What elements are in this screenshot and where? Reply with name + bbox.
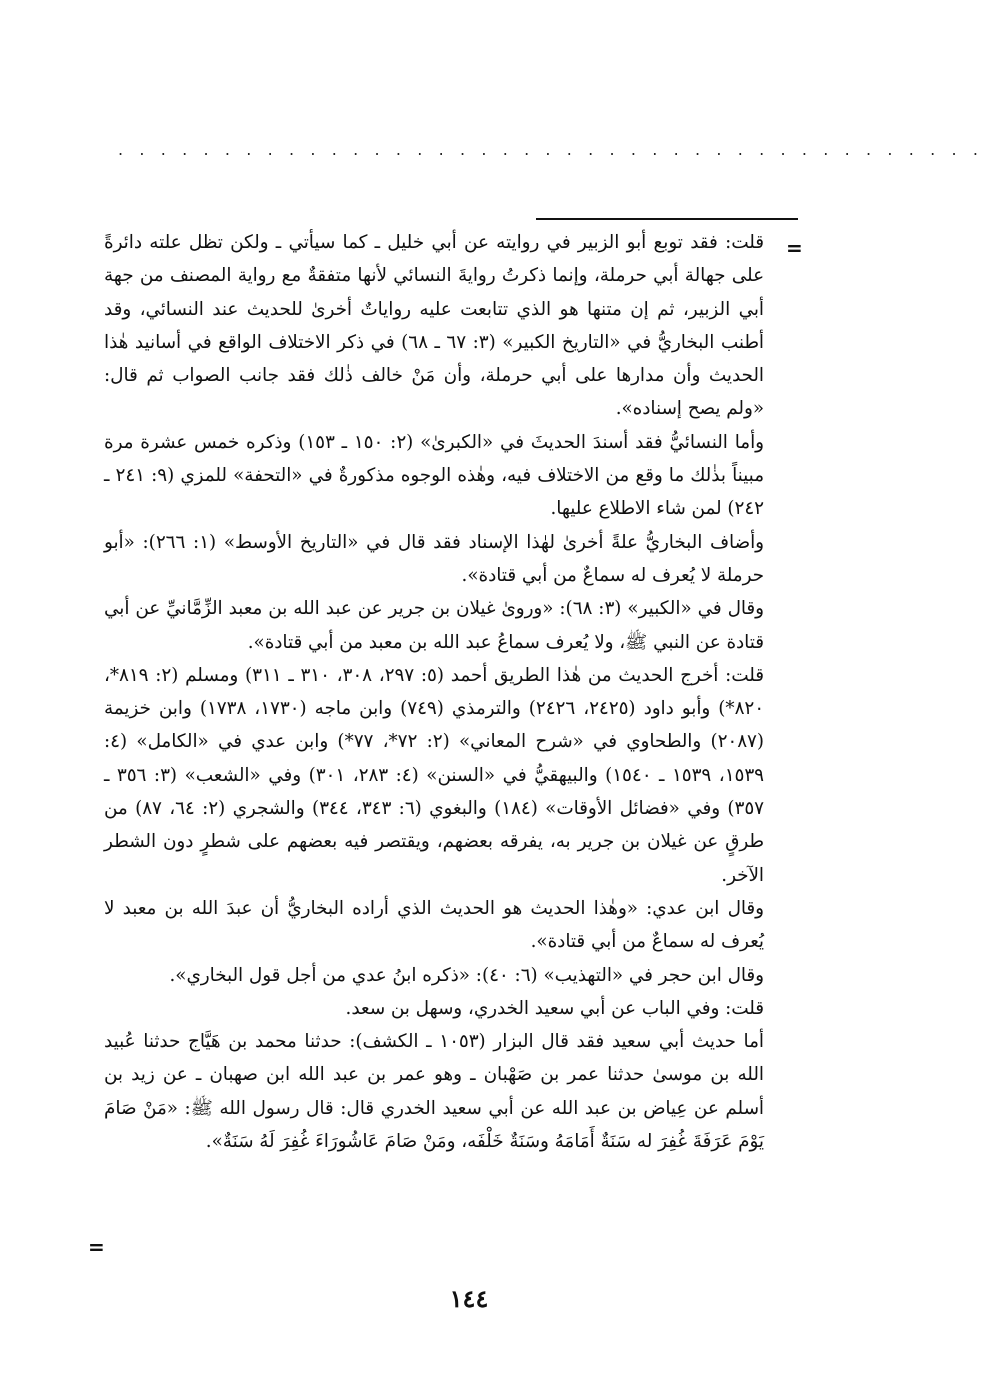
paragraph-9: أما حديث أبي سعيد فقد قال البزار (١٠٥٣ ـ الكشف): حدثنا محمد بن هَيَّاج حدثنا عُبيد الله بن موسىٰ حدثنا عمر بن صَهْبان ـ وهو عمر بن عبد الله ابن صهبان ـ عن زيد بن أسلم عن عِياض بن عبد الله عن أبي سعيد الخدري قال: قال رسول الله ﷺ: «مَنْ صَامَ يَوْمَ عَرَفَةَ غُفِرَ له سَنَةٌ أَمَامَهُ وسَنَةٌ خَلْفَه، ومَنْ صَامَ عَاشُورَاءَ غُفِرَ لَهُ سَنَةٌ». [104, 1031, 764, 1153]
continuation-mark-top: = [786, 236, 803, 260]
footnote-separator-rule [536, 218, 798, 220]
paragraph-1: قلت: فقد توبع أبو الزبير في روايته عن أبي خليل ـ كما سيأتي ـ ولكن تظل علته دائرةً على جهالة أبي حرملة، وإنما ذكرتُ روايةَ النسائي لأنها متفقةٌ مع رواية المصنف من جهة أبي الزبير، ثم إن متنها هو الذي تتابعت عليه رواياتٌ أخرىٰ للحديث عند النسائي، وقد أطنب البخاريُّ في «التاريخ الكبير» (٣: ٦٧ ـ ٦٨) في ذكر الاختلاف الواقع في أسانيد هٰذا الحديث وأن مدارها على أبي حرملة، وأن مَنْ خالف ذٰلك فقد جانب الصواب ثم قال: «ولم يصح إسناده». [104, 232, 764, 420]
paragraph-7: وقال ابن حجر في «التهذيب» (٦: ٤٠): «ذكره ابنُ عدي من أجل قول البخاري». [169, 964, 764, 986]
paragraph-4: وقال في «الكبير» (٣: ٦٨): «ورویٰ غيلان بن جرير عن عبد الله بن معبد الزِّمَّانيِّ عن أبي قتادة عن النبي ﷺ، ولا يُعرف سماعُ عبد الله بن معبد من أبي قتادة». [104, 598, 764, 653]
paragraph-3: وأضاف البخاريُّ علةً أخرىٰ لهٰذا الإسناد فقد قال في «التاريخ الأوسط» (١: ٢٦٦): «أبو حرملة لا يُعرف له سماعٌ من أبي قتادة». [104, 531, 764, 586]
paragraph-5: قلت: أخرج الحديث من هٰذا الطريق أحمد (٥: ٢٩٧، ٣٠٨، ٣١٠ ـ ٣١١) ومسلم (٢: ٨١٩*، ٨٢٠*) وأبو داود (٢٤٢٥، ٢٤٢٦) والترمذي (٧٤٩) وابن ماجه (١٧٣٠، ١٧٣٨) وابن خزيمة (٢٠٨٧) والطحاوي في «شرح المعاني» (٢: ٧٢*، ٧٧*) وابن عدي في «الكامل» (٤: ١٥٣٩، ١٥٣٩ ـ ١٥٤٠) والبيهقيُّ في «السنن» (٤: ٢٨٣، ٣٠١) وفي «الشعب» (٣: ٣٥٦ ـ ٣٥٧) وفي «فضائل الأوقات» (١٨٤) والبغوي (٦: ٣٤٣، ٣٤٤) والشجري (٢: ٦٤، ٨٧) من طرقٍ عن غيلان بن جرير به، يفرقه بعضهم، ويقتصر فيه بعضهم على شطرٍ دون الشطر الآخر. [104, 664, 765, 886]
paragraph-6: وقال ابن عدي: «وهٰذا الحديث هو الحديث الذي أراده البخاريُّ أن عبدَ الله بن معبد لا يُعرف له سماعٌ من أبي قتادة». [104, 897, 764, 953]
continuation-mark-bottom: = [88, 1235, 105, 1259]
decorative-dotted-separator: . . . . . . . . . . . . . . . . . . . . . . . . . . . . . . . . . . . . . . . . . [118, 140, 984, 159]
paragraph-8: قلت: وفي الباب عن أبي سعيد الخدري، وسهل بن سعد. [345, 997, 764, 1019]
page-number: ١٤٤ [449, 1284, 489, 1313]
footnote-text-block [104, 226, 764, 1158]
paragraph-2: وأما النسائيُّ فقد أسندَ الحديثَ في «الكبرىٰ» (٢: ١٥٠ ـ ١٥٣) وذكره خمس عشرة مرة مبيناً بذٰلك ما وقع من الاختلاف فيه، وهٰذه الوجوه مذكورةٌ في «التحفة» للمزي (٩: ٢٤١ ـ ٢٤٢) لمن شاء الاطلاع عليها. [104, 431, 764, 520]
